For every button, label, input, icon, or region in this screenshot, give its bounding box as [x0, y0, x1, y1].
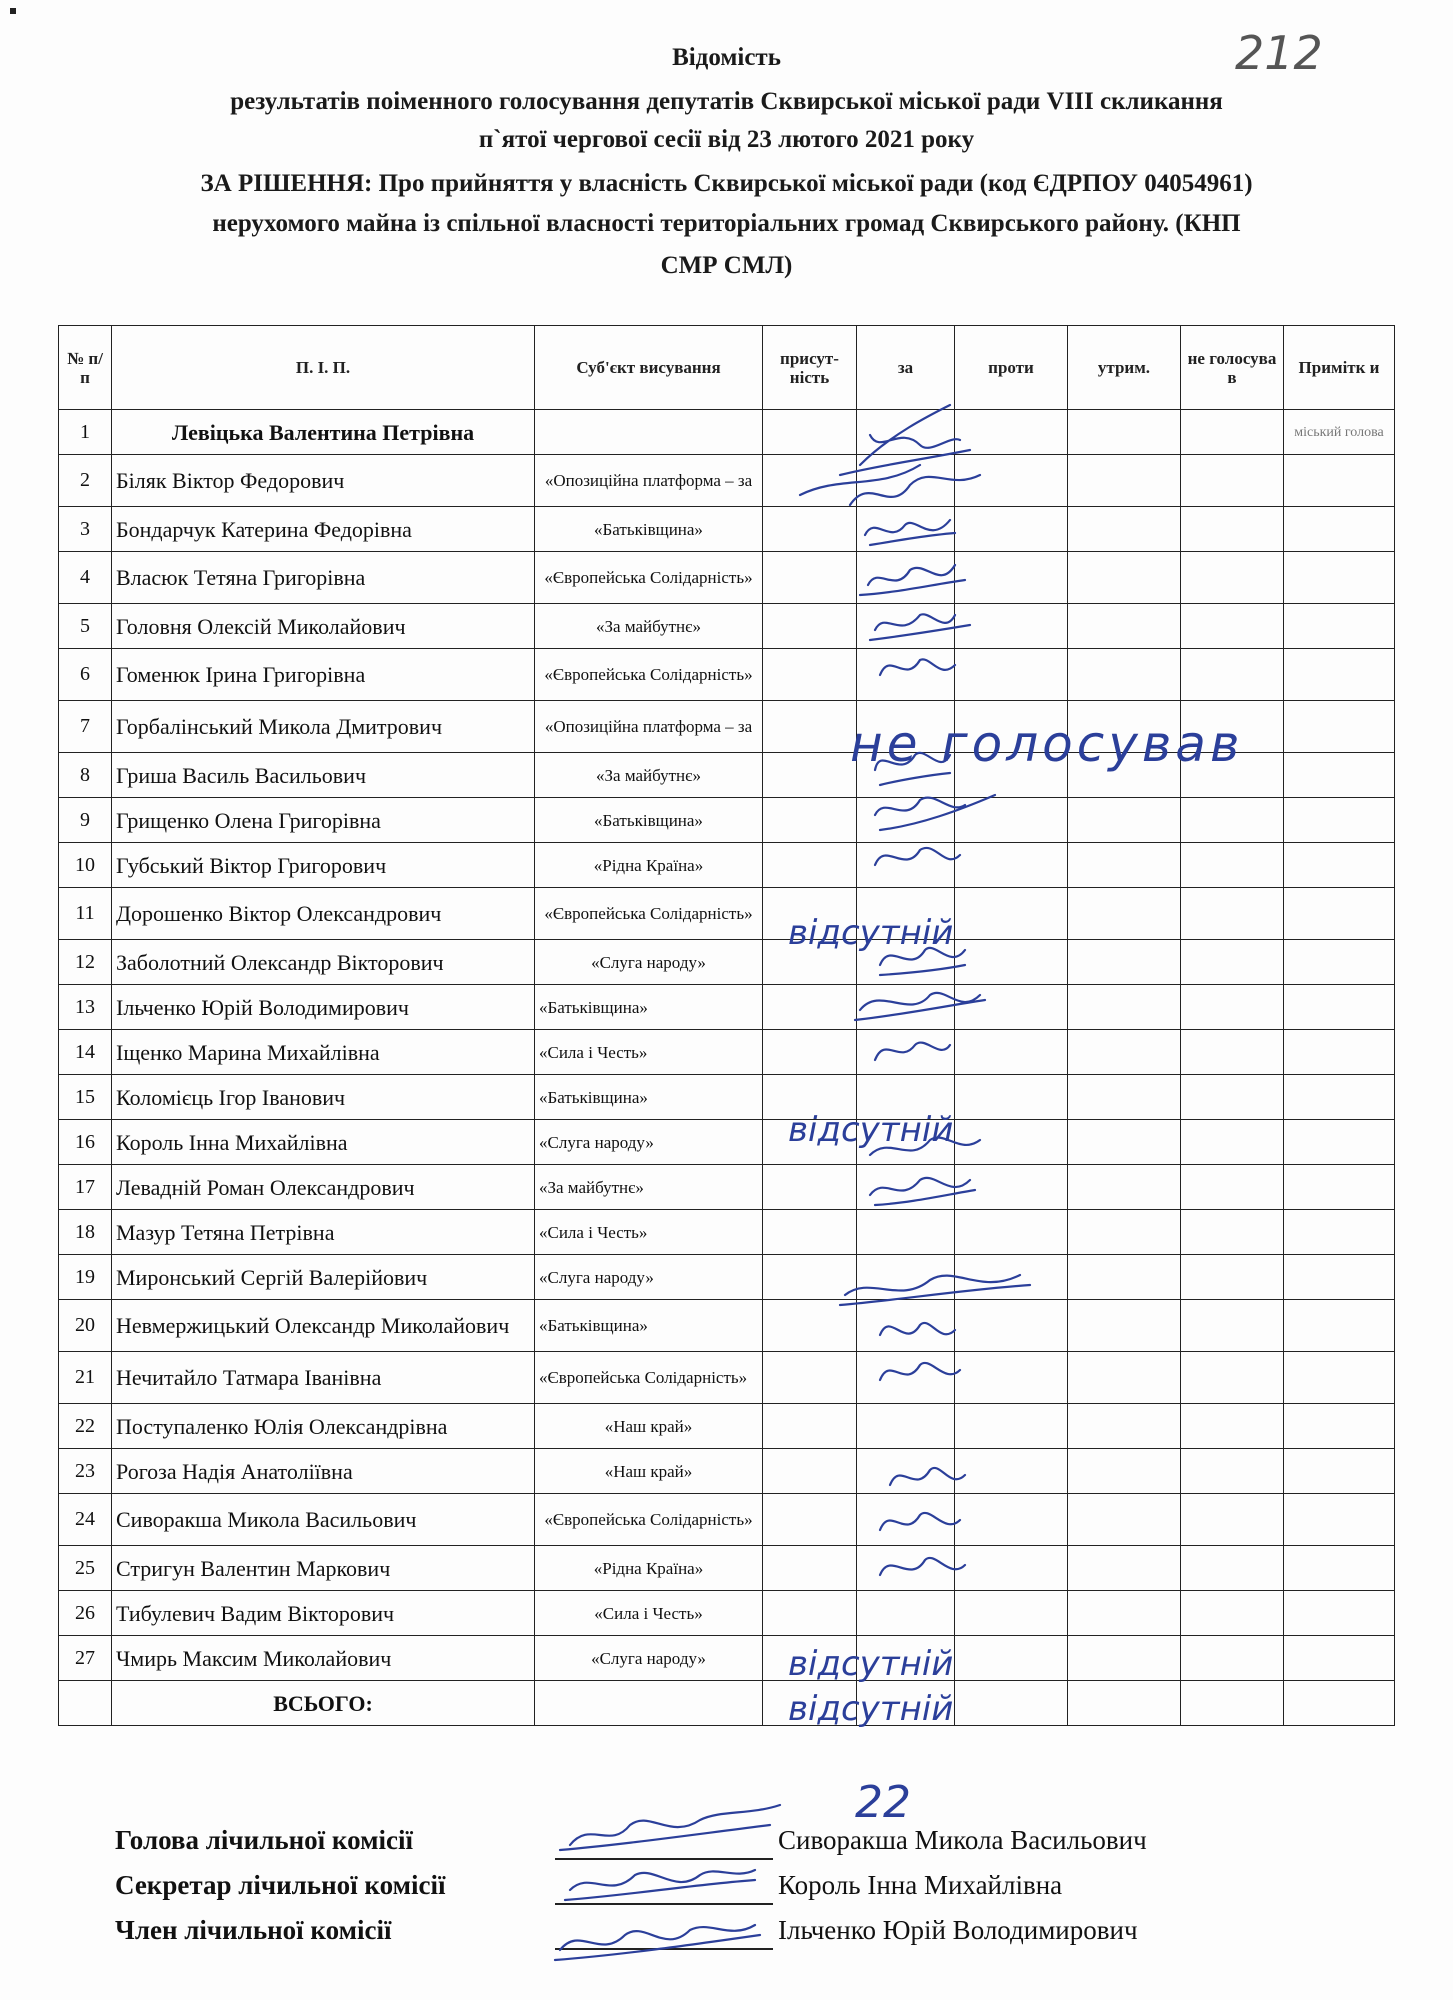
signature-row12	[880, 948, 965, 975]
col-header-number: № п/п	[59, 326, 112, 410]
member-party: «Слуга народу»	[535, 1636, 763, 1681]
note-cell	[1284, 888, 1395, 940]
member-name: Головня Олексій Миколайович	[112, 604, 535, 649]
absent-note-row26: відсутній	[788, 1644, 954, 1684]
member-party: «Слуга народу»	[535, 1255, 763, 1300]
col-header-notes: Примітк и	[1284, 326, 1395, 410]
note-cell	[1284, 1546, 1395, 1591]
not-voted-cell	[1181, 552, 1284, 604]
not-voted-cell	[1181, 1210, 1284, 1255]
note-cell	[1284, 753, 1395, 798]
row-number: 13	[59, 985, 112, 1030]
table-row	[59, 1210, 1395, 1255]
note-cell	[1284, 1255, 1395, 1300]
member-name: Стригун Валентин Маркович	[112, 1546, 535, 1591]
member-party: «Європейська Солідарність»	[535, 1494, 763, 1546]
row-number: 10	[59, 843, 112, 888]
document-title: Відомість	[672, 44, 781, 71]
not-voted-cell	[1181, 1546, 1284, 1591]
signature-row24	[880, 1513, 960, 1530]
member-party: «Слуга народу»	[535, 940, 763, 985]
total-row	[59, 1681, 1395, 1726]
table-row	[59, 985, 1395, 1030]
not-voted-cell	[1181, 798, 1284, 843]
member-party: «Європейська Солідарність»	[535, 1352, 763, 1404]
member-party: «Європейська Солідарність»	[535, 888, 763, 940]
row-number: 4	[59, 552, 112, 604]
member-party: «Батьківщина»	[535, 985, 763, 1030]
signature-row8	[875, 753, 950, 785]
vote-abstain-cell	[1068, 1120, 1181, 1165]
note-cell	[1284, 1210, 1395, 1255]
row-number: 25	[59, 1546, 112, 1591]
member-party: «За майбутнє»	[535, 1165, 763, 1210]
col-header-for: за	[857, 326, 955, 410]
member-name: Дорошенко Віктор Олександрович	[112, 888, 535, 940]
member-party: «Європейська Солідарність»	[535, 649, 763, 701]
not-voted-cell	[1181, 1075, 1284, 1120]
row-number: 18	[59, 1210, 112, 1255]
vote-abstain-cell	[1068, 1075, 1181, 1120]
voting-table	[58, 325, 1395, 1726]
row-number: 6	[59, 649, 112, 701]
member-name: Нечитайло Татмара Іванівна	[112, 1352, 535, 1404]
not-voted-cell	[1181, 1404, 1284, 1449]
table-row	[59, 649, 1395, 701]
table-row	[59, 552, 1395, 604]
absent-note-row27: відсутній	[788, 1689, 954, 1729]
row-number: 5	[59, 604, 112, 649]
row-number: 15	[59, 1075, 112, 1120]
member-party: «Наш край»	[535, 1404, 763, 1449]
vote-abstain-cell	[1068, 604, 1181, 649]
note-cell	[1284, 985, 1395, 1030]
note-cell	[1284, 455, 1395, 507]
row-number: 11	[59, 888, 112, 940]
table-row	[59, 1546, 1395, 1591]
commission-secretary-name: Король Інна Михайлівна	[778, 1870, 1063, 1900]
note-cell	[1284, 1636, 1395, 1681]
signature-row3	[865, 520, 955, 545]
col-header-presence: присут-ність	[763, 326, 857, 410]
note-cell	[1284, 701, 1395, 753]
row-number: 12	[59, 940, 112, 985]
row-number: 1	[59, 410, 112, 455]
total-label: ВСЬОГО:	[112, 1681, 535, 1726]
signature-row1	[840, 405, 970, 475]
member-party	[535, 410, 763, 455]
vote-abstain-cell	[1068, 649, 1181, 701]
page-number-handwritten: 212	[1235, 26, 1323, 80]
note-cell	[1284, 552, 1395, 604]
table-row	[59, 455, 1395, 507]
member-name: Рогоза Надія Анатоліївна	[112, 1449, 535, 1494]
col-header-abstain: утрим.	[1068, 326, 1181, 410]
signature-row10	[875, 848, 960, 865]
commission-chair-role: Голова лічильної комісії	[115, 1825, 413, 1855]
not-voted-cell	[1181, 1449, 1284, 1494]
table-row	[59, 888, 1395, 940]
table-row	[59, 1352, 1395, 1404]
member-party: «Сила і Честь»	[535, 1030, 763, 1075]
signature-row4	[860, 565, 965, 595]
note-cell	[1284, 1300, 1395, 1352]
total-empty	[59, 1681, 112, 1726]
secretary-signature	[565, 1870, 755, 1900]
not-voted-cell	[1181, 1300, 1284, 1352]
member-name: Гриша Василь Васильович	[112, 753, 535, 798]
vote-abstain-cell	[1068, 1255, 1181, 1300]
not-voted-cell	[1181, 888, 1284, 940]
member-party: «Рідна Країна»	[535, 1546, 763, 1591]
decision-line-2: нерухомого майна із спільної власності територіальних громад Сквирського району. (КНП	[212, 210, 1241, 237]
signature-row25	[880, 1558, 965, 1575]
member-name: Коломієць Ігор Іванович	[112, 1075, 535, 1120]
vote-abstain-cell	[1068, 1300, 1181, 1352]
chair-signature	[560, 1805, 780, 1850]
member-name: Горбалінський Микола Дмитрович	[112, 701, 535, 753]
vote-abstain-cell	[1068, 985, 1181, 1030]
row-number: 23	[59, 1449, 112, 1494]
member-party: «Батьківщина»	[535, 798, 763, 843]
vote-abstain-cell	[1068, 1404, 1181, 1449]
vote-abstain-cell	[1068, 843, 1181, 888]
member-name: Левадній Роман Олександрович	[112, 1165, 535, 1210]
vote-abstain-cell	[1068, 1165, 1181, 1210]
vote-abstain-cell	[1068, 1352, 1181, 1404]
member-party: «Слуга народу»	[535, 1120, 763, 1165]
total-for-handwritten: 22	[855, 1777, 911, 1828]
vote-abstain-cell	[1068, 507, 1181, 552]
note-cell	[1284, 1120, 1395, 1165]
table-row	[59, 1030, 1395, 1075]
not-voted-cell	[1181, 1030, 1284, 1075]
col-header-name: П. І. П.	[112, 326, 535, 410]
signature-row9	[875, 795, 995, 830]
member-party: «Рідна Країна»	[535, 843, 763, 888]
signature-row20	[880, 1323, 955, 1335]
vote-abstain-cell	[1068, 888, 1181, 940]
not-voted-cell	[1181, 985, 1284, 1030]
member-party: «Сила і Честь»	[535, 1210, 763, 1255]
member-name: Біляк Віктор Федорович	[112, 455, 535, 507]
not-voted-cell	[1181, 1352, 1284, 1404]
signature-row16	[870, 1138, 980, 1155]
table-row	[59, 604, 1395, 649]
vote-abstain-cell	[1068, 1030, 1181, 1075]
commission-member-name: Ільченко Юрій Володимирович	[778, 1915, 1138, 1945]
not-voted-cell	[1181, 507, 1284, 552]
not-voted-cell	[1181, 1494, 1284, 1546]
table-row	[59, 843, 1395, 888]
table-row	[59, 1120, 1395, 1165]
col-header-against: проти	[955, 326, 1068, 410]
table-row	[59, 1075, 1395, 1120]
member-party: «Сила і Честь»	[535, 1591, 763, 1636]
member-name: Ільченко Юрій Володимирович	[112, 985, 535, 1030]
row-number: 22	[59, 1404, 112, 1449]
vote-abstain-cell	[1068, 1210, 1181, 1255]
decision-line-3: СМР СМЛ)	[660, 252, 793, 279]
vote-abstain-cell	[1068, 410, 1181, 455]
signature-row23	[890, 1468, 965, 1485]
vote-abstain-cell	[1068, 1636, 1181, 1681]
col-header-not-voted: не голосува в	[1181, 326, 1284, 410]
signature-row21	[880, 1363, 960, 1380]
note-cell	[1284, 1030, 1395, 1075]
member-signature	[555, 1925, 760, 1960]
document-subtitle: результатів поіменного голосування депутатів Сквирської міської ради VIII скликання	[230, 88, 1223, 115]
member-name: Тибулевич Вадим Вікторович	[112, 1591, 535, 1636]
row-number: 20	[59, 1300, 112, 1352]
row-number: 8	[59, 753, 112, 798]
table-body	[59, 410, 1395, 1681]
member-name: Поступаленко Юлія Олександрівна	[112, 1404, 535, 1449]
note-cell	[1284, 1404, 1395, 1449]
table-row	[59, 1165, 1395, 1210]
table-row	[59, 1494, 1395, 1546]
member-name: Левіцька Валентина Петрівна	[112, 410, 535, 455]
row-number: 14	[59, 1030, 112, 1075]
table-row	[59, 507, 1395, 552]
member-party: «Батьківщина»	[535, 507, 763, 552]
table-row	[59, 1636, 1395, 1681]
signature-row13	[855, 993, 985, 1020]
row-number: 19	[59, 1255, 112, 1300]
row-number: 21	[59, 1352, 112, 1404]
note-cell	[1284, 1494, 1395, 1546]
not-voted-handwritten: не голосував	[850, 715, 1244, 773]
not-voted-cell	[1181, 1165, 1284, 1210]
vote-abstain-cell	[1068, 1546, 1181, 1591]
member-name: Король Інна Михайлівна	[112, 1120, 535, 1165]
member-party: «Батьківщина»	[535, 1300, 763, 1352]
member-name: Власюк Тетяна Григорівна	[112, 552, 535, 604]
table-row	[59, 1591, 1395, 1636]
note-cell	[1284, 1075, 1395, 1120]
member-party: «Опозиційна платформа – за	[535, 701, 763, 753]
member-name: Грищенко Олена Григорівна	[112, 798, 535, 843]
signature-scribbles	[780, 395, 1080, 1795]
decision-line-1: ЗА РІШЕННЯ: Про прийняття у власність Сквирської міської ради (код ЄДРПОУ 04054961)	[200, 170, 1253, 197]
signature-row14	[875, 1043, 950, 1060]
table-row	[59, 1449, 1395, 1494]
signature-row5	[870, 614, 970, 640]
note-cell	[1284, 940, 1395, 985]
signature-row6	[880, 659, 955, 675]
member-name: Губський Віктор Григорович	[112, 843, 535, 888]
commission-signatures	[540, 1790, 800, 1980]
absent-note-row11: відсутній	[788, 913, 954, 953]
member-name: Мазур Тетяна Петрівна	[112, 1210, 535, 1255]
row-number: 7	[59, 701, 112, 753]
note-cell	[1284, 843, 1395, 888]
signature-row19	[840, 1275, 1030, 1305]
note-cell	[1284, 507, 1395, 552]
row-number: 26	[59, 1591, 112, 1636]
not-voted-cell	[1181, 1591, 1284, 1636]
not-voted-cell	[1181, 940, 1284, 985]
not-voted-cell	[1181, 455, 1284, 507]
member-name: Невмержицький Олександр Миколайович	[112, 1300, 535, 1352]
note-cell	[1284, 798, 1395, 843]
vote-abstain-cell	[1068, 1591, 1181, 1636]
row-number: 3	[59, 507, 112, 552]
note-cell	[1284, 1591, 1395, 1636]
member-name: Миронський Сергій Валерійович	[112, 1255, 535, 1300]
signature-row17	[870, 1178, 975, 1205]
note-cell	[1284, 1449, 1395, 1494]
commission-member-role: Член лічильної комісії	[115, 1915, 392, 1945]
row-number: 16	[59, 1120, 112, 1165]
table-row	[59, 798, 1395, 843]
vote-abstain-cell	[1068, 1494, 1181, 1546]
vote-abstain-cell	[1068, 798, 1181, 843]
row-number: 17	[59, 1165, 112, 1210]
note-cell	[1284, 1165, 1395, 1210]
row-number: 9	[59, 798, 112, 843]
note-cell: міський голова	[1284, 410, 1395, 455]
member-name: Бондарчук Катерина Федорівна	[112, 507, 535, 552]
table-row	[59, 1255, 1395, 1300]
absent-note-row15: відсутній	[788, 1110, 954, 1150]
row-number: 24	[59, 1494, 112, 1546]
member-name: Гоменюк Ірина Григорівна	[112, 649, 535, 701]
member-party: «Опозиційна платформа – за	[535, 455, 763, 507]
signature-row2	[800, 465, 980, 505]
member-name: Заболотний Олександр Вікторович	[112, 940, 535, 985]
not-voted-cell	[1181, 1255, 1284, 1300]
note-cell	[1284, 649, 1395, 701]
not-voted-cell	[1181, 410, 1284, 455]
table-row	[59, 1300, 1395, 1352]
member-party: «За майбутнє»	[535, 753, 763, 798]
row-number: 2	[59, 455, 112, 507]
vote-abstain-cell	[1068, 552, 1181, 604]
not-voted-cell	[1181, 649, 1284, 701]
scan-mark	[10, 8, 16, 14]
not-voted-cell	[1181, 1120, 1284, 1165]
vote-abstain-cell	[1068, 455, 1181, 507]
commission-chair-name: Сиворакша Микола Васильович	[778, 1825, 1147, 1855]
member-name: Сиворакша Микола Васильович	[112, 1494, 535, 1546]
member-party: «Батьківщина»	[535, 1075, 763, 1120]
table-row	[59, 940, 1395, 985]
table-row	[59, 1404, 1395, 1449]
member-name: Іщенко Марина Михайлівна	[112, 1030, 535, 1075]
member-party: «Наш край»	[535, 1449, 763, 1494]
vote-abstain-cell	[1068, 940, 1181, 985]
vote-abstain-cell	[1068, 1449, 1181, 1494]
note-cell	[1284, 1352, 1395, 1404]
member-name: Чмирь Максим Миколайович	[112, 1636, 535, 1681]
session-line: п`ятої чергової сесії від 23 лютого 2021 року	[478, 126, 975, 153]
not-voted-cell	[1181, 1636, 1284, 1681]
table-header-row	[59, 326, 1395, 410]
not-voted-cell	[1181, 604, 1284, 649]
not-voted-cell	[1181, 843, 1284, 888]
commission-secretary-role: Секретар лічильної комісії	[115, 1870, 446, 1900]
member-party: «Європейська Солідарність»	[535, 552, 763, 604]
col-header-party: Суб'єкт висування	[535, 326, 763, 410]
note-cell	[1284, 604, 1395, 649]
row-number: 27	[59, 1636, 112, 1681]
table-row	[59, 410, 1395, 455]
member-party: «За майбутнє»	[535, 604, 763, 649]
